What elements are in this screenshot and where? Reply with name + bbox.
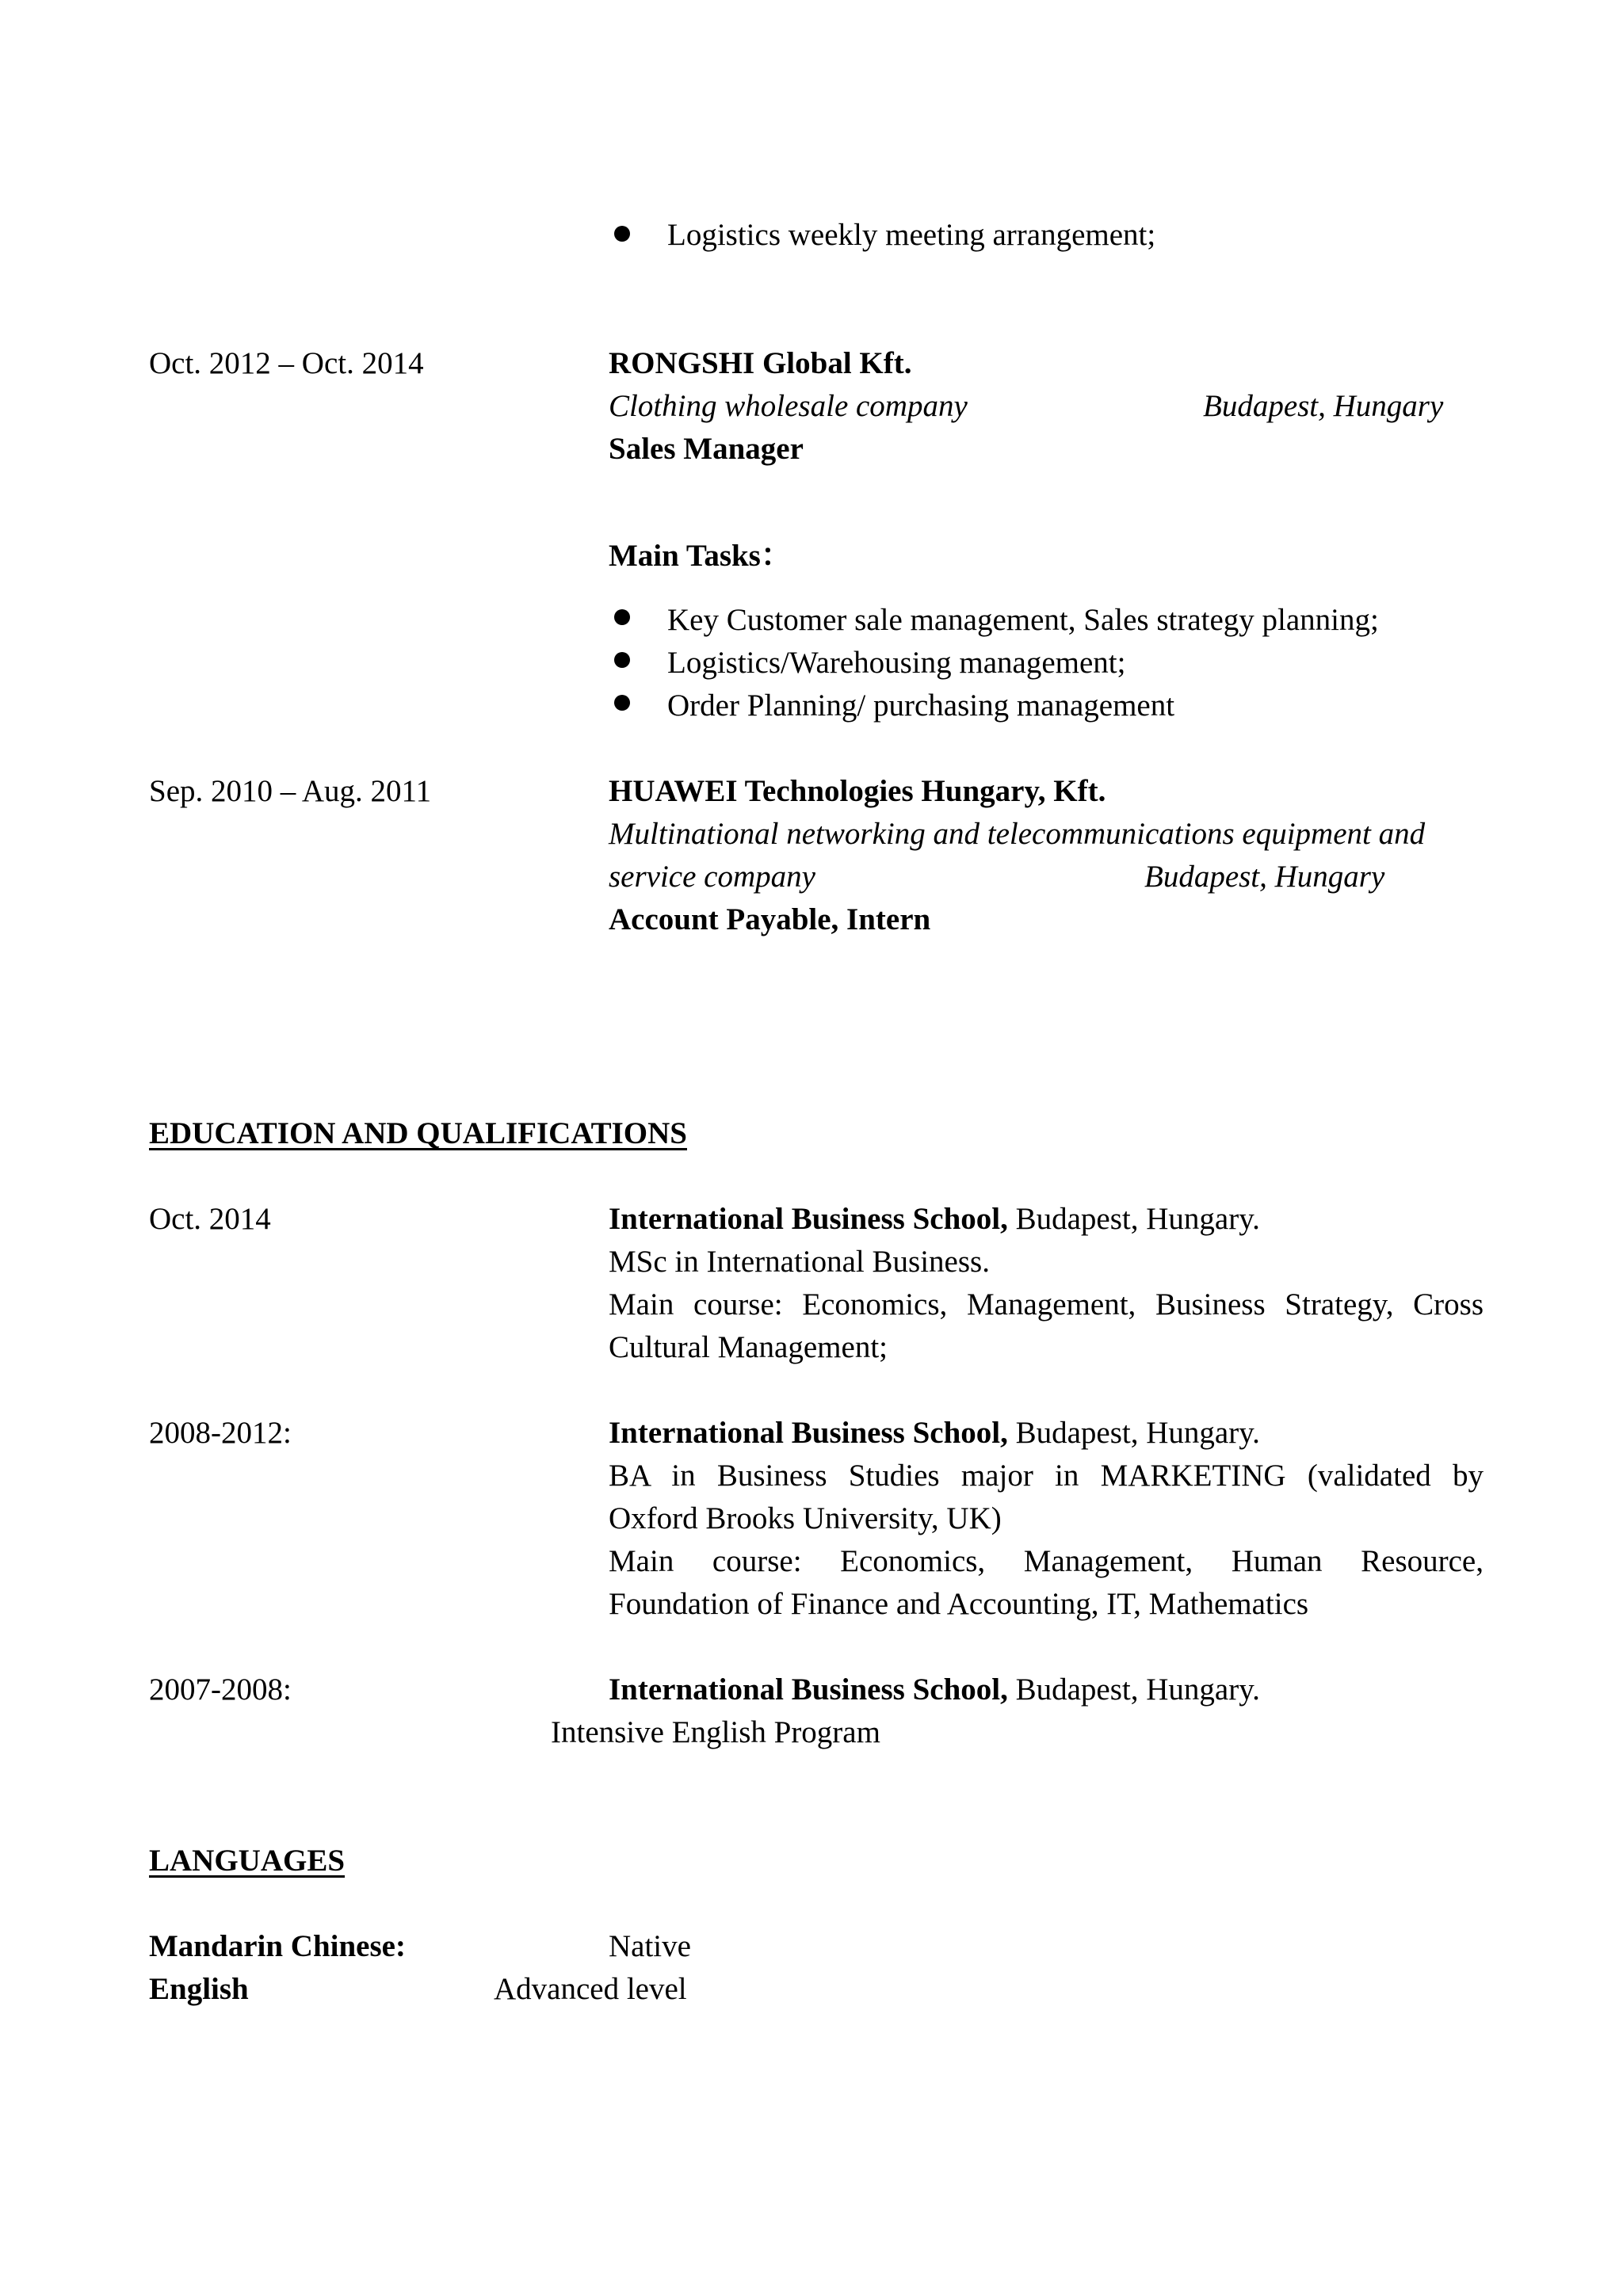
edu-school: International Business School,: [609, 1416, 1008, 1450]
edu-date: Oct. 2014: [149, 1202, 271, 1236]
edu-details: [609, 1198, 1484, 1369]
edu-program: Intensive English Program: [551, 1715, 880, 1749]
company-name: HUAWEI Technologies Hungary, Kft.: [609, 774, 1106, 808]
language-level: Advanced level: [494, 1972, 687, 2006]
edu-course-cont: Foundation of Finance and Accounting, IT, Mathematics: [609, 1587, 1309, 1621]
edu-school-row: [609, 1198, 1484, 1241]
edu-date: 2008-2012:: [149, 1416, 292, 1450]
task-item: Key Customer sale management, Sales strategy planning;: [667, 603, 1379, 637]
company-description-row: [609, 856, 1484, 898]
task-item: Logistics/Warehousing management;: [667, 646, 1126, 680]
edu-date: 2007-2008:: [149, 1672, 292, 1707]
language-name: Mandarin Chinese:: [149, 1929, 406, 1963]
company-name: RONGSHI Global Kft.: [609, 346, 912, 380]
job-position: Sales Manager: [609, 432, 804, 466]
job-location: Budapest, Hungary: [1144, 860, 1385, 894]
section-heading-languages: LANGUAGES: [149, 1844, 346, 1878]
edu-degree-cont: Oxford Brooks University, UK): [609, 1501, 1002, 1535]
edu-course: Main course: Economics, Management, Business Strategy, Cross: [609, 1287, 1484, 1322]
edu-course-cont: Cultural Management;: [609, 1330, 888, 1364]
edu-school: International Business School,: [609, 1672, 1008, 1707]
bullet-icon: [614, 695, 630, 711]
job-details: [609, 770, 1484, 941]
company-description: Multinational networking and telecommunications equipment and: [609, 817, 1426, 851]
company-description-row: [609, 385, 1484, 428]
job-position: Account Payable, Intern: [609, 902, 931, 936]
prev-task-item: Logistics weekly meeting arrangement;: [667, 218, 1156, 252]
job-dates: Sep. 2010 – Aug. 2011: [149, 774, 432, 808]
job-details: [609, 342, 1484, 471]
edu-school: International Business School,: [609, 1202, 1008, 1236]
job-dates: Oct. 2012 – Oct. 2014: [149, 346, 424, 380]
edu-school-row: [609, 1669, 1260, 1711]
language-name: English: [149, 1972, 249, 2006]
edu-degree: MSc in International Business.: [609, 1245, 990, 1279]
bullet-icon: [614, 609, 630, 625]
edu-location: Budapest, Hungary.: [1007, 1672, 1260, 1707]
language-level: Native: [609, 1929, 691, 1963]
edu-school-row: [609, 1412, 1484, 1455]
bullet-icon: [614, 652, 630, 668]
edu-details: [609, 1412, 1484, 1626]
task-item: Order Planning/ purchasing management: [667, 688, 1175, 723]
bullet-icon: [614, 226, 630, 242]
tasks-heading: Main Tasks：: [609, 539, 792, 573]
edu-degree: BA in Business Studies major in MARKETING (validated by: [609, 1459, 1484, 1493]
job-location: Budapest, Hungary: [1203, 389, 1444, 423]
edu-location: Budapest, Hungary.: [1007, 1416, 1260, 1450]
edu-location: Budapest, Hungary.: [1007, 1202, 1260, 1236]
company-description-cont: service company: [609, 860, 815, 894]
edu-course: Main course: Economics, Management, Human Resource,: [609, 1544, 1484, 1578]
section-heading-education: EDUCATION AND QUALIFICATIONS: [149, 1116, 687, 1150]
company-description: Clothing wholesale company: [609, 389, 968, 423]
